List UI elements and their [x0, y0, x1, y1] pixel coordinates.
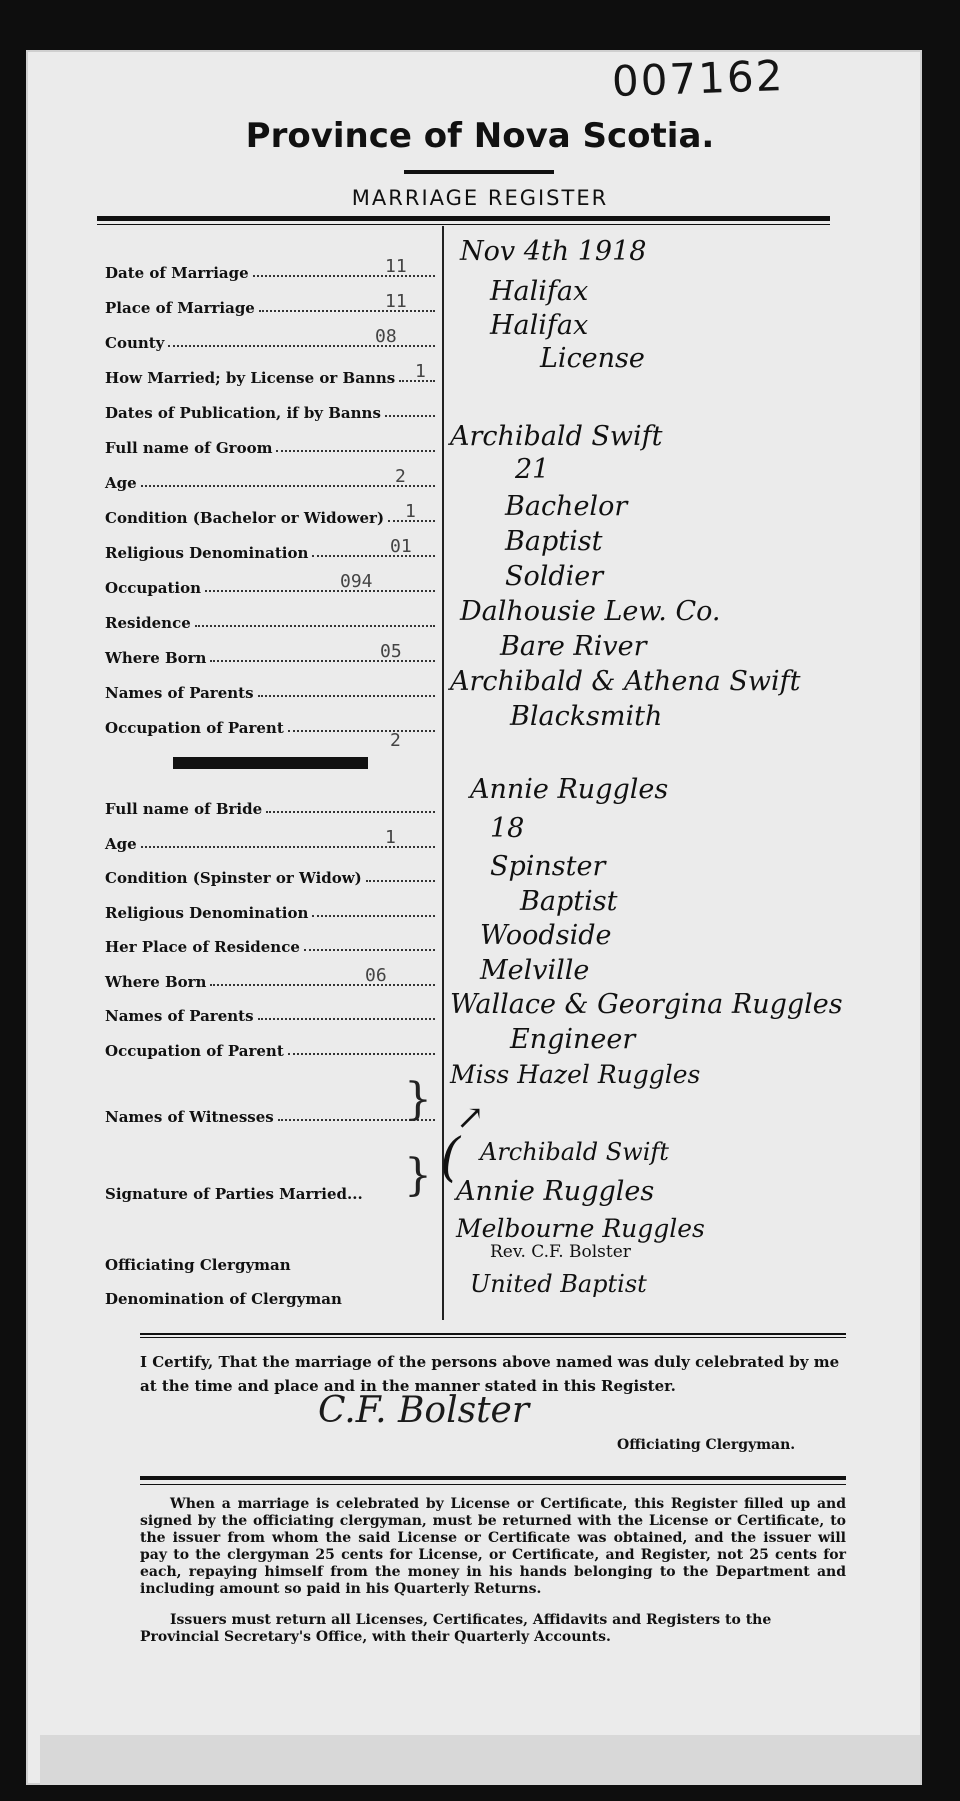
- form-row: [105, 963, 437, 991]
- section-separator-bar: [173, 757, 368, 769]
- handwritten-value: Engineer: [510, 1023, 636, 1055]
- field-label: Full name of Bride: [105, 800, 263, 818]
- field-label: Where Born: [105, 649, 207, 667]
- field-code: 06: [365, 964, 387, 986]
- field-label: Occupation: [105, 579, 201, 597]
- form-row: [105, 604, 437, 632]
- header-rule-thin: [97, 224, 830, 225]
- field-label: How Married; by License or Banns: [105, 369, 396, 387]
- leader-dots: [312, 555, 435, 557]
- witnesses-brace: }: [404, 1074, 432, 1125]
- field-code: 1: [415, 361, 426, 382]
- leader-dots: [304, 949, 435, 951]
- form-row: [105, 894, 437, 922]
- notice-paragraph-2: Issuers must return all Licenses, Certificates, Affidavits and Registers to the Provincial Secretary's Office, with their Quarterly Accounts.: [140, 1612, 772, 1645]
- field-label: Residence: [105, 614, 191, 632]
- field-label: Age: [105, 834, 137, 853]
- notice-rule-top: [140, 1476, 846, 1480]
- leader-dots: [195, 625, 435, 627]
- field-code: 01: [390, 536, 412, 557]
- leader-dots: [288, 1053, 435, 1055]
- field-code: 08: [375, 326, 397, 347]
- leader-dots: [366, 880, 435, 882]
- field-label: Names of Parents: [105, 1007, 254, 1025]
- notice-rule-top-thin: [140, 1484, 846, 1485]
- witness-arrow-icon: ↗: [456, 1098, 485, 1138]
- parties-brace: }: [404, 1150, 432, 1201]
- form-row: [105, 997, 437, 1025]
- clergy-signature: C.F. Bolster: [318, 1390, 530, 1431]
- handwritten-value: Nov 4th 1918: [460, 236, 647, 267]
- handwritten-value: Woodside: [480, 920, 612, 951]
- document-subtitle: MARRIAGE REGISTER: [351, 186, 609, 210]
- parties-bracket-icon: (: [440, 1128, 461, 1188]
- field-label: Occupation of Parent: [105, 719, 284, 737]
- certify-rule-top: [140, 1333, 846, 1335]
- handwritten-value: 21: [515, 454, 550, 485]
- clergy-denomination-value: United Baptist: [470, 1270, 647, 1298]
- field-label: Date of Marriage: [105, 264, 249, 282]
- notice-paragraph-1: When a marriage is celebrated by License or Certificate, this Register filled up and signed by the officiating clergyman, must be returned with the License or Certificate, to the issuer from whom the said License or Certificate was obtained, and the issuer will pay to the clergyman 25 cents for License, or Certificate, and Register, not 25 cents for each, repaying himself from the money in his hands belonging to the Department and including amount so paid in his Quarterly Returns.: [140, 1496, 846, 1597]
- field-code: 11: [385, 256, 407, 277]
- signature-bride: Annie Ruggles: [456, 1176, 655, 1207]
- field-label: Her Place of Residence: [105, 938, 300, 956]
- leader-dots: [312, 915, 435, 917]
- field-code: 1: [385, 826, 396, 848]
- field-code: 2: [395, 466, 406, 487]
- handwritten-value: Archibald Swift: [450, 421, 663, 452]
- form-row: [105, 1032, 437, 1060]
- form-row: [105, 394, 437, 422]
- form-row: [105, 359, 437, 387]
- handwritten-value: 18: [490, 812, 525, 844]
- form-row: [105, 464, 437, 492]
- clergy-label: Officiating Clergyman: [105, 1256, 291, 1274]
- form-row: [105, 499, 437, 527]
- leader-dots: [258, 695, 435, 697]
- form-row: [105, 859, 437, 887]
- clergy-row: [105, 1246, 437, 1274]
- handwritten-value: Soldier: [505, 561, 604, 592]
- leader-dots: [385, 415, 435, 417]
- handwritten-value: Bare River: [500, 631, 647, 662]
- form-row: [105, 534, 437, 562]
- officiating-caption: Officiating Clergyman.: [617, 1437, 796, 1453]
- field-code: 1: [405, 501, 416, 522]
- field-label: Place of Marriage: [105, 299, 255, 317]
- witnesses-row: [105, 1098, 437, 1126]
- field-label: Condition (Spinster or Widow): [105, 869, 362, 887]
- leader-dots: [258, 1018, 435, 1020]
- separator-code: 2: [390, 730, 401, 751]
- handwritten-value: Halifax: [490, 310, 589, 341]
- clergy-denomination-row: [105, 1280, 437, 1308]
- form-row: [105, 928, 437, 956]
- field-label: Age: [105, 474, 137, 492]
- clergy-denomination-label: Denomination of Clergyman: [105, 1290, 342, 1308]
- certify-body: That the marriage of the persons above named was duly celebrated by me at the time and place and in the manner stated in this Register.: [140, 1353, 840, 1395]
- field-label: Occupation of Parent: [105, 1041, 284, 1060]
- handwritten-value: Wallace & Georgina Ruggles: [450, 989, 843, 1020]
- title-rule: [404, 170, 554, 174]
- parties-label: Signature of Parties Married...: [105, 1185, 363, 1203]
- leader-dots: [266, 811, 435, 813]
- form-row: [105, 674, 437, 702]
- leader-dots: [253, 275, 435, 277]
- field-code: 094: [340, 571, 373, 592]
- leader-dots: [288, 730, 435, 732]
- leader-dots: [205, 590, 435, 592]
- field-code: 05: [380, 641, 402, 662]
- handwritten-value: Halifax: [490, 276, 589, 307]
- field-label: Dates of Publication, if by Banns: [105, 404, 381, 422]
- handwritten-value: Baptist: [505, 526, 603, 557]
- field-label: Religious Denomination: [105, 903, 309, 922]
- certify-lead: I Certify,: [140, 1353, 214, 1371]
- register-number: 007162: [611, 51, 786, 106]
- field-label: Religious Denomination: [105, 544, 309, 562]
- field-label: Full name of Groom: [105, 439, 273, 457]
- handwritten-value: Dalhousie Lew. Co.: [460, 596, 721, 627]
- clergy-name: Rev. C.F. Bolster: [490, 1242, 631, 1262]
- handwritten-value: License: [540, 343, 645, 374]
- form-row: [105, 709, 437, 737]
- handwritten-value: Baptist: [520, 885, 618, 917]
- underlying-sheet: [40, 1735, 920, 1785]
- field-label: Names of Parents: [105, 684, 254, 702]
- witness-name-1: Miss Hazel Ruggles: [450, 1060, 701, 1089]
- form-row: [105, 569, 437, 597]
- handwritten-value: Annie Ruggles: [470, 774, 669, 805]
- field-label: Condition (Bachelor or Widower): [105, 509, 385, 527]
- handwritten-value: Archibald & Athena Swift: [450, 666, 801, 697]
- field-label: Where Born: [105, 972, 207, 991]
- document-title: Province of Nova Scotia.: [245, 116, 715, 156]
- signature-groom: Archibald Swift: [480, 1138, 669, 1166]
- leader-dots: [141, 485, 435, 487]
- field-label: County: [105, 334, 165, 352]
- leader-dots: [276, 450, 435, 452]
- signature-third: Melbourne Ruggles: [456, 1214, 705, 1243]
- leader-dots: [210, 984, 435, 986]
- parties-row: [105, 1175, 437, 1203]
- witnesses-label: Names of Witnesses: [105, 1108, 274, 1126]
- field-code: 11: [385, 291, 407, 312]
- handwritten-value: Bachelor: [505, 491, 628, 522]
- handwritten-value: Melville: [480, 954, 590, 986]
- handwritten-value: Blacksmith: [510, 701, 663, 732]
- form-row: [105, 429, 437, 457]
- form-row: [105, 790, 437, 818]
- handwritten-value: Spinster: [490, 851, 606, 882]
- certify-rule-top-thin: [140, 1337, 846, 1338]
- leader-dots: [259, 310, 435, 312]
- header-rule: [97, 216, 830, 221]
